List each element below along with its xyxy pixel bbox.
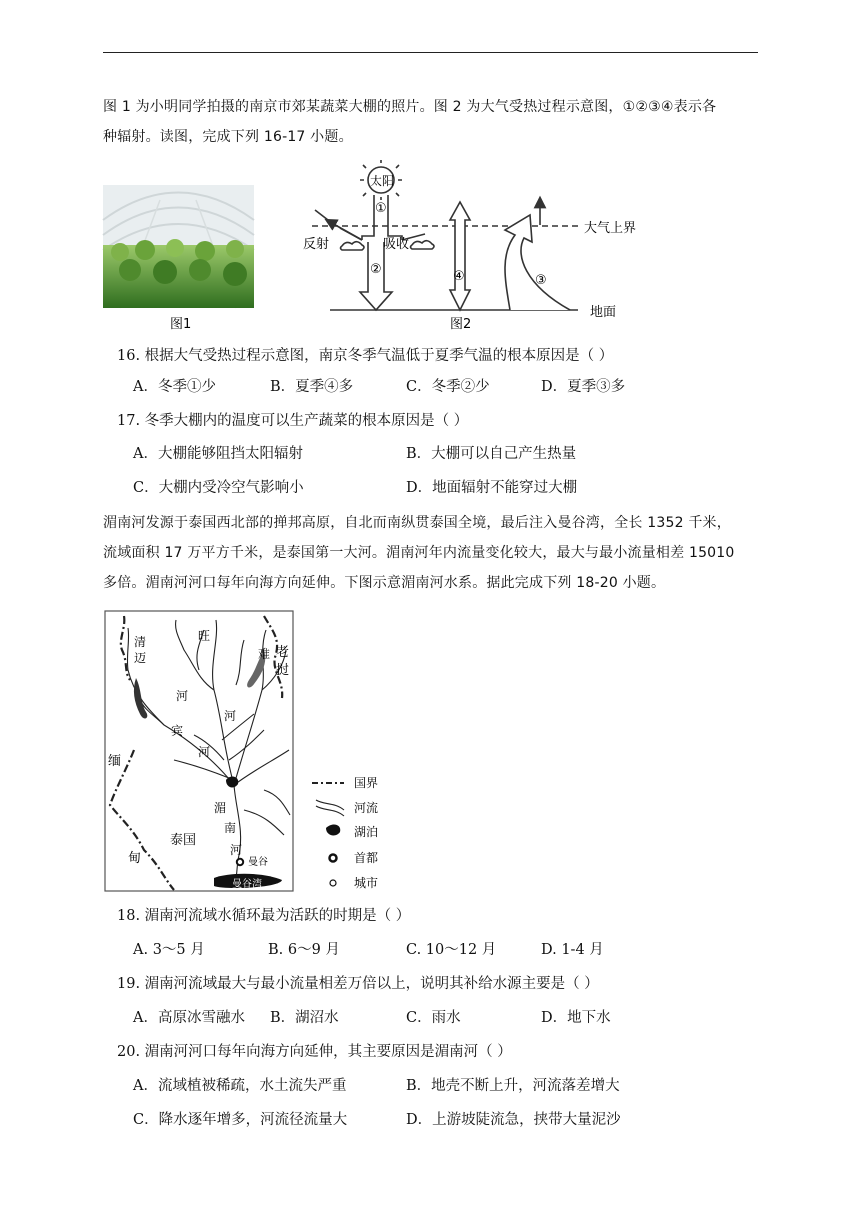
- svg-text:③: ③: [535, 273, 547, 288]
- svg-text:河流: 河流: [354, 801, 379, 815]
- svg-text:曼谷: 曼谷: [248, 857, 268, 868]
- q19-option-c[interactable]: C．雨水: [406, 1010, 461, 1026]
- intro-paragraph-1: 图 1 为小明同学拍摄的南京市郊某蔬菜大棚的照片。图 2 为大气受热过程示意图，①②③④表示各 种辐射。读图，完成下列 16-17 小题。: [103, 99, 717, 145]
- svg-text:河: 河: [224, 709, 237, 723]
- svg-text:河: 河: [230, 843, 243, 857]
- q20-option-c[interactable]: C．降水逐年增多，河流径流量大: [133, 1112, 348, 1128]
- question-18: 18. 湄南河流域水循环最为活跃的时期是（ ）: [117, 908, 411, 924]
- fig1-caption: 图1: [170, 317, 192, 332]
- svg-text:地面: 地面: [590, 305, 617, 320]
- diagram-labels: [303, 173, 636, 332]
- fig2-caption: 图2: [450, 317, 472, 332]
- greenhouse-photo: [103, 185, 254, 308]
- svg-text:泰国: 泰国: [170, 833, 197, 848]
- q20-option-b[interactable]: B．地壳不断上升，河流落差增大: [406, 1078, 620, 1094]
- svg-text:难: 难: [258, 647, 271, 661]
- svg-text:河: 河: [198, 745, 211, 759]
- svg-text:吸收: 吸收: [383, 237, 410, 252]
- svg-text:太阳: 太阳: [370, 174, 395, 188]
- chao-phraya-river-map: [104, 610, 404, 894]
- svg-text:南: 南: [224, 821, 237, 835]
- q18-option-c[interactable]: C. 10～12 月: [406, 942, 497, 958]
- q17-option-c[interactable]: C．大棚内受冷空气影响小: [133, 480, 304, 496]
- svg-text:宾: 宾: [171, 724, 184, 738]
- svg-text:湖泊: 湖泊: [354, 825, 379, 839]
- q16-option-a[interactable]: A．冬季①少: [133, 379, 216, 395]
- question-16: 16. 根据大气受热过程示意图，南京冬季气温低于夏季气温的根本原因是（ ）: [117, 348, 614, 364]
- header-rule: [103, 52, 758, 53]
- q20-option-d[interactable]: D．上游坡陡流急，挟带大量泥沙: [406, 1112, 621, 1128]
- svg-text:①: ①: [375, 201, 387, 216]
- svg-text:缅: 缅: [108, 754, 122, 769]
- svg-text:国界: 国界: [354, 776, 379, 790]
- q17-option-b[interactable]: B．大棚可以自己产生热量: [406, 446, 577, 462]
- q17-option-a[interactable]: A．大棚能够阻挡太阳辐射: [133, 446, 303, 462]
- svg-text:④: ④: [453, 269, 465, 284]
- q20-option-a[interactable]: A．流域植被稀疏，水土流失严重: [133, 1078, 347, 1094]
- svg-text:旺: 旺: [198, 629, 211, 643]
- svg-text:湄: 湄: [214, 801, 227, 815]
- q16-option-c[interactable]: C．冬季②少: [406, 379, 490, 395]
- capital-icon: [237, 859, 243, 865]
- question-19: 19. 湄南河流域最大与最小流量相差万倍以上，说明其补给水源主要是（ ）: [117, 976, 599, 992]
- svg-text:老: 老: [276, 645, 290, 660]
- svg-text:曼谷湾: 曼谷湾: [232, 879, 262, 890]
- svg-text:②: ②: [370, 262, 382, 277]
- question-17: 17. 冬季大棚内的温度可以生产蔬菜的根本原因是（ ）: [117, 413, 469, 429]
- q19-option-a[interactable]: A．高原冰雪融水: [133, 1010, 245, 1026]
- q19-option-d[interactable]: D．地下水: [541, 1010, 611, 1026]
- figure-greenhouse-and-heating-diagram: [100, 160, 640, 332]
- intro-paragraph-2: 湄南河发源于泰国西北部的掸邦高原，自北而南纵贯泰国全境，最后注入曼谷湾，全长 1352 千米， 流域面积 17 万平方千米，是泰国第一大河。湄南河年内流量变化较大，最大与最小流量相差 15010 多倍。湄南河河口每年向海方向延伸。下图示意湄南河水系。据此完成下列 18-20 小题。: [103, 515, 735, 591]
- q18-option-a[interactable]: A. 3～5 月: [133, 942, 205, 958]
- q16-option-d[interactable]: D．夏季③多: [541, 379, 626, 395]
- question-20: 20. 湄南河河口每年向海方向延伸，其主要原因是湄南河（ ）: [117, 1044, 512, 1060]
- map-legend: [312, 776, 378, 890]
- svg-text:甸: 甸: [128, 851, 142, 866]
- svg-text:首都: 首都: [354, 851, 379, 865]
- svg-text:清: 清: [134, 635, 147, 649]
- q17-option-d[interactable]: D．地面辐射不能穿过大棚: [406, 480, 578, 496]
- q19-option-b[interactable]: B．湖沼水: [270, 1010, 339, 1026]
- q18-option-b[interactable]: B. 6～9 月: [268, 942, 340, 958]
- q18-option-d[interactable]: D. 1-4 月: [541, 942, 604, 958]
- q16-option-b[interactable]: B．夏季④多: [270, 379, 354, 395]
- svg-text:迈: 迈: [134, 651, 147, 665]
- svg-text:河: 河: [176, 689, 189, 703]
- svg-text:城市: 城市: [354, 876, 379, 890]
- svg-text:大气上界: 大气上界: [584, 221, 637, 236]
- svg-text:挝: 挝: [276, 663, 290, 678]
- svg-text:反射: 反射: [303, 237, 330, 252]
